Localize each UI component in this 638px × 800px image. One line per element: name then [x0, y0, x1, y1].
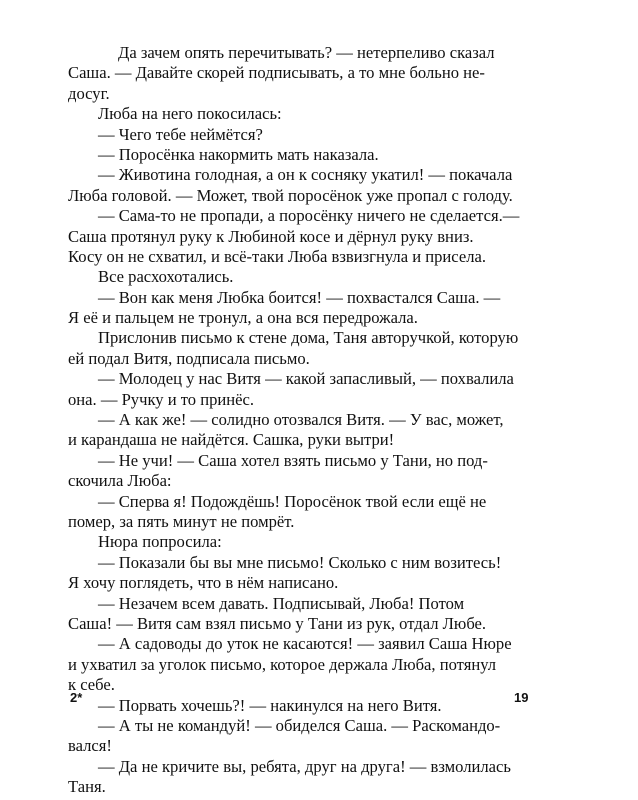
- text-line: и ухватил за уголок письмо, которое держала Люба, потянул: [68, 654, 497, 674]
- text-line: ей подал Витя, подписала письмо.: [68, 348, 310, 368]
- text-line: — Сама-то не пропади, а поросёнку ничего не сделается.—: [98, 206, 520, 226]
- text-line: Саша! — Витя сам взял письмо у Тани из рук, отдал Любе.: [68, 613, 487, 633]
- text-line: — Да не кричите вы, ребята, друг на друга! — взмолилась: [98, 756, 511, 776]
- text-line: — А ты не командуй! — обиделся Саша. — Раскомандо-: [98, 715, 501, 735]
- text-line: Я её и пальцем не тронул, а она вся передрожала.: [68, 308, 418, 328]
- text-line: Саша. — Давайте скорей подписывать, а то мне больно не-: [68, 63, 485, 83]
- text-line: Люба головой. — Может, твой поросёнок уже пропал с голоду.: [68, 185, 513, 205]
- text-line: — Показали бы вы мне письмо! Сколько с ним возитесь!: [98, 552, 502, 572]
- signature-mark: 2*: [70, 690, 83, 705]
- text-line: помер, за пять минут не помрёт.: [68, 511, 295, 531]
- text-line: — Вон как меня Любка боится! — похвастался Саша. —: [98, 287, 501, 307]
- text-line: — Животина голодная, а он к сосняку укатил! — покачала: [98, 165, 513, 185]
- text-line: Косу он не схватил, и всё-таки Люба взвизгнула и присела.: [68, 246, 487, 266]
- text-line: — Сперва я! Подождёшь! Поросёнок твой если ещё не: [98, 491, 487, 511]
- text-line: — Молодец у нас Витя — какой запасливый, — похвалила: [98, 369, 514, 389]
- text-line: к себе.: [68, 675, 115, 695]
- text-line: Прислонив письмо к стене дома, Таня авторучкой, которую: [98, 328, 519, 348]
- text-line: Таня.: [68, 777, 106, 797]
- page-number: 19: [514, 690, 529, 705]
- text-line: Я хочу поглядеть, что в нём написано.: [68, 573, 339, 593]
- text-line: — Незачем всем давать. Подписывай, Люба! Потом: [98, 593, 465, 613]
- text-line: Люба на него покосилась:: [98, 104, 282, 124]
- text-line: Саша протянул руку к Любиной косе и дёрнул руку вниз.: [68, 226, 474, 246]
- text-line: — А как же! — солидно отозвался Витя. — У вас, может,: [98, 410, 504, 430]
- text-line: вался!: [68, 736, 112, 756]
- text-line: — Порвать хочешь?! — накинулся на него Витя.: [98, 695, 442, 715]
- text-line: — А садоводы до уток не касаются! — заявил Саша Нюре: [98, 634, 512, 654]
- text-line: и карандаша не найдётся. Сашка, руки вытри!: [68, 430, 395, 450]
- text-line: досуг.: [68, 83, 110, 103]
- text-line: Да зачем опять перечитывать? — нетерпеливо сказал: [118, 43, 495, 62]
- text-line: Нюра попросила:: [98, 532, 222, 552]
- text-line: скочила Люба:: [68, 471, 172, 491]
- text-line: она. — Ручку и то принёс.: [68, 389, 255, 409]
- text-line: — Поросёнка накормить мать наказала.: [98, 144, 379, 164]
- text-line: — Не учи! — Саша хотел взять письмо у Тани, но под-: [98, 450, 488, 470]
- text-line: Все расхохотались.: [98, 267, 234, 287]
- text-line: — Чего тебе неймётся?: [98, 124, 263, 144]
- body-text: [68, 43, 544, 797]
